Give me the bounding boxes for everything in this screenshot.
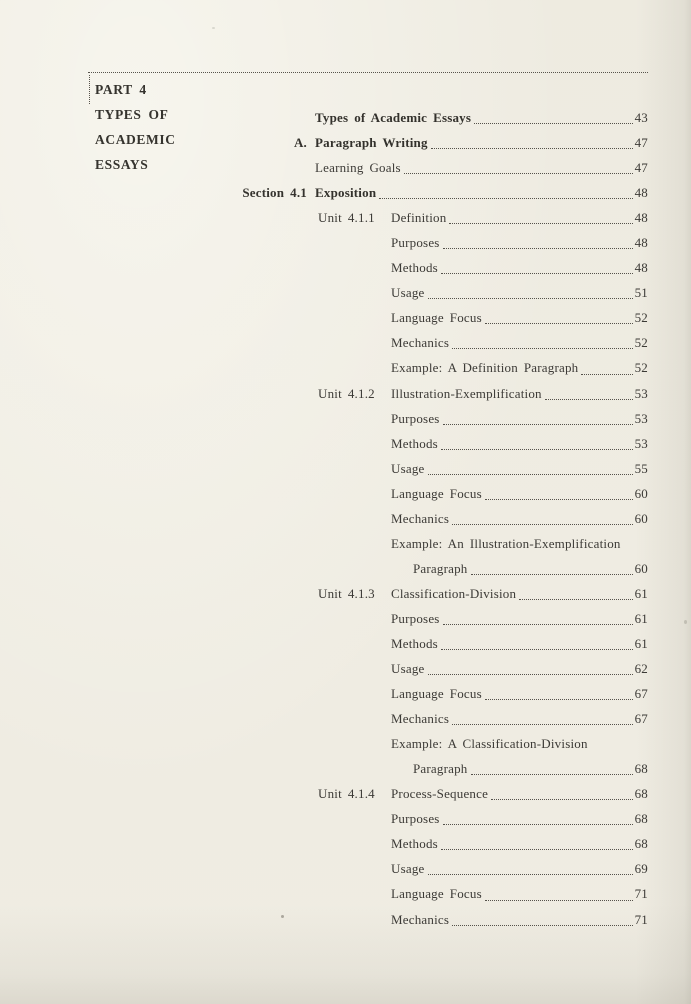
page-number: 61 bbox=[634, 635, 648, 651]
table-of-contents bbox=[0, 105, 648, 932]
leader-dots bbox=[428, 280, 633, 299]
toc-row bbox=[0, 756, 648, 781]
toc-row bbox=[0, 907, 648, 932]
page-number: 51 bbox=[634, 285, 648, 301]
page-number: 68 bbox=[634, 836, 648, 852]
page-number: 52 bbox=[634, 310, 648, 326]
toc-row bbox=[0, 606, 648, 631]
page-number: 55 bbox=[634, 460, 648, 476]
leader-dots bbox=[485, 305, 633, 324]
entry-title: Usage bbox=[391, 285, 425, 301]
entry-title: Methods bbox=[391, 435, 438, 451]
part-title-line: TYPES OF bbox=[95, 107, 169, 123]
leader-dots bbox=[443, 406, 633, 425]
toc-row bbox=[0, 305, 648, 330]
toc-row bbox=[0, 881, 648, 906]
toc-row bbox=[0, 280, 648, 305]
entry-title: Mechanics bbox=[391, 711, 450, 727]
entry-title: Mechanics bbox=[391, 335, 450, 351]
entry-title: Process-Sequence bbox=[391, 786, 489, 802]
dotted-corner-rule bbox=[89, 75, 90, 104]
page-number: 53 bbox=[634, 385, 648, 401]
leader-dots bbox=[452, 706, 632, 725]
page-number: 71 bbox=[634, 911, 648, 927]
toc-row bbox=[0, 205, 648, 230]
leader-dots bbox=[428, 656, 633, 675]
entry-title: Illustration-Exemplification bbox=[391, 385, 542, 401]
page-number: 67 bbox=[634, 686, 648, 702]
entry-title: Types of Academic Essays bbox=[315, 110, 472, 125]
leader-dots bbox=[485, 881, 633, 900]
toc-row bbox=[0, 180, 648, 205]
unit-label: Unit 4.1.4 bbox=[318, 786, 375, 802]
scan-speck bbox=[684, 620, 687, 624]
toc-row bbox=[0, 381, 648, 406]
leader-dots bbox=[441, 431, 633, 450]
leader-dots bbox=[443, 606, 633, 625]
entry-title: Example: A Classification-Division bbox=[391, 736, 588, 752]
entry-title: Purposes bbox=[391, 610, 440, 626]
entry-title: Purposes bbox=[391, 235, 440, 251]
entry-title: Usage bbox=[391, 460, 425, 476]
toc-row bbox=[0, 856, 648, 881]
leader-dots bbox=[452, 907, 632, 926]
toc-row bbox=[0, 831, 648, 856]
page-number: 68 bbox=[634, 761, 648, 777]
page-number: 60 bbox=[634, 510, 648, 526]
page-number: 53 bbox=[634, 410, 648, 426]
unit-label: Unit 4.1.1 bbox=[318, 210, 375, 226]
page-number: 47 bbox=[634, 160, 648, 176]
leader-dots bbox=[471, 556, 633, 575]
entry-title: Learning Goals bbox=[315, 160, 401, 176]
leader-dots bbox=[404, 155, 633, 174]
leader-dots bbox=[485, 481, 633, 500]
entry-title: Paragraph bbox=[413, 560, 468, 576]
entry-title: Purposes bbox=[391, 410, 440, 426]
leader-dots bbox=[485, 681, 633, 700]
toc-row bbox=[0, 656, 648, 681]
page-number: 62 bbox=[634, 661, 648, 677]
toc-row bbox=[0, 706, 648, 731]
page-number: 69 bbox=[634, 861, 648, 877]
page-number: 68 bbox=[634, 786, 648, 802]
leader-dots bbox=[452, 506, 632, 525]
entry-title: Methods bbox=[391, 836, 438, 852]
toc-row bbox=[0, 105, 648, 130]
page-number: 68 bbox=[634, 811, 648, 827]
entry-title: Exposition bbox=[315, 185, 377, 201]
toc-row bbox=[0, 631, 648, 656]
leader-dots bbox=[443, 806, 633, 825]
toc-row bbox=[0, 806, 648, 831]
page-number: 52 bbox=[634, 360, 648, 376]
toc-row bbox=[0, 355, 648, 380]
toc-row bbox=[0, 406, 648, 431]
entry-title: Language Focus bbox=[391, 310, 482, 326]
toc-row bbox=[0, 481, 648, 506]
entry-title: Paragraph Writing bbox=[315, 135, 428, 151]
toc-row bbox=[0, 531, 648, 556]
toc-row bbox=[0, 731, 648, 756]
entry-title: Example: An Illustration-Exemplification bbox=[391, 535, 621, 551]
entry-title: Language Focus bbox=[391, 886, 482, 902]
leader-dots bbox=[441, 631, 633, 650]
page-number: 60 bbox=[634, 560, 648, 576]
page-number: 48 bbox=[634, 260, 648, 276]
page-number: 43 bbox=[634, 110, 648, 125]
entry-title: Methods bbox=[391, 260, 438, 276]
leader-dots bbox=[545, 381, 633, 400]
leader-dots bbox=[471, 756, 633, 775]
page-number: 71 bbox=[634, 886, 648, 902]
leader-dots bbox=[443, 230, 633, 249]
toc-row bbox=[0, 230, 648, 255]
part-label: PART 4 bbox=[95, 82, 147, 97]
page-number: 47 bbox=[634, 135, 648, 151]
entry-title: Language Focus bbox=[391, 686, 482, 702]
toc-row bbox=[0, 556, 648, 581]
leader-dots bbox=[428, 456, 633, 475]
leader-dots bbox=[491, 781, 633, 800]
leader-dots bbox=[379, 180, 632, 199]
page-number: 48 bbox=[634, 210, 648, 226]
entry-title: Purposes bbox=[391, 811, 440, 827]
toc-row bbox=[0, 255, 648, 280]
part-title-line: ESSAYS bbox=[95, 157, 149, 173]
page-number: 48 bbox=[634, 235, 648, 251]
part-title-line: ACADEMIC bbox=[95, 132, 176, 148]
entry-title: Mechanics bbox=[391, 510, 450, 526]
toc-row bbox=[0, 681, 648, 706]
entry-title: Usage bbox=[391, 661, 425, 677]
page-number: 61 bbox=[634, 610, 648, 626]
scan-speck bbox=[212, 27, 215, 29]
entry-title: Classification-Division bbox=[391, 585, 517, 601]
page-number: 48 bbox=[634, 185, 648, 201]
leader-dots bbox=[581, 355, 632, 374]
leader-dots bbox=[452, 330, 632, 349]
toc-row bbox=[0, 781, 648, 806]
leader-dots bbox=[474, 105, 632, 124]
section-label: Section 4.1 bbox=[242, 185, 307, 201]
leader-dots bbox=[428, 856, 633, 875]
leader-dots bbox=[449, 205, 632, 224]
scan-speck bbox=[281, 915, 284, 918]
toc-row bbox=[0, 506, 648, 531]
leader-dots bbox=[441, 255, 633, 274]
leader-dots bbox=[431, 130, 633, 149]
page-number: 52 bbox=[634, 335, 648, 351]
toc-row bbox=[0, 330, 648, 355]
entry-title: Methods bbox=[391, 635, 438, 651]
entry-title: Definition bbox=[391, 210, 447, 226]
page-number: 61 bbox=[634, 585, 648, 601]
leader-dots bbox=[441, 831, 633, 850]
toc-row bbox=[0, 431, 648, 456]
entry-title: Example: A Definition Paragraph bbox=[391, 360, 579, 376]
entry-title: Paragraph bbox=[413, 761, 468, 777]
leader-dots bbox=[519, 581, 632, 600]
entry-title: Language Focus bbox=[391, 485, 482, 501]
toc-row bbox=[0, 130, 648, 155]
entry-title: Usage bbox=[391, 861, 425, 877]
toc-row bbox=[0, 581, 648, 606]
section-label: A. bbox=[293, 135, 307, 151]
unit-label: Unit 4.1.2 bbox=[318, 385, 375, 401]
page-number: 60 bbox=[634, 485, 648, 501]
dotted-top-rule bbox=[88, 72, 648, 73]
page-number: 67 bbox=[634, 711, 648, 727]
entry-title: Mechanics bbox=[391, 911, 450, 927]
unit-label: Unit 4.1.3 bbox=[318, 585, 375, 601]
toc-row bbox=[0, 155, 648, 180]
page-number: 53 bbox=[634, 435, 648, 451]
toc-row bbox=[0, 456, 648, 481]
